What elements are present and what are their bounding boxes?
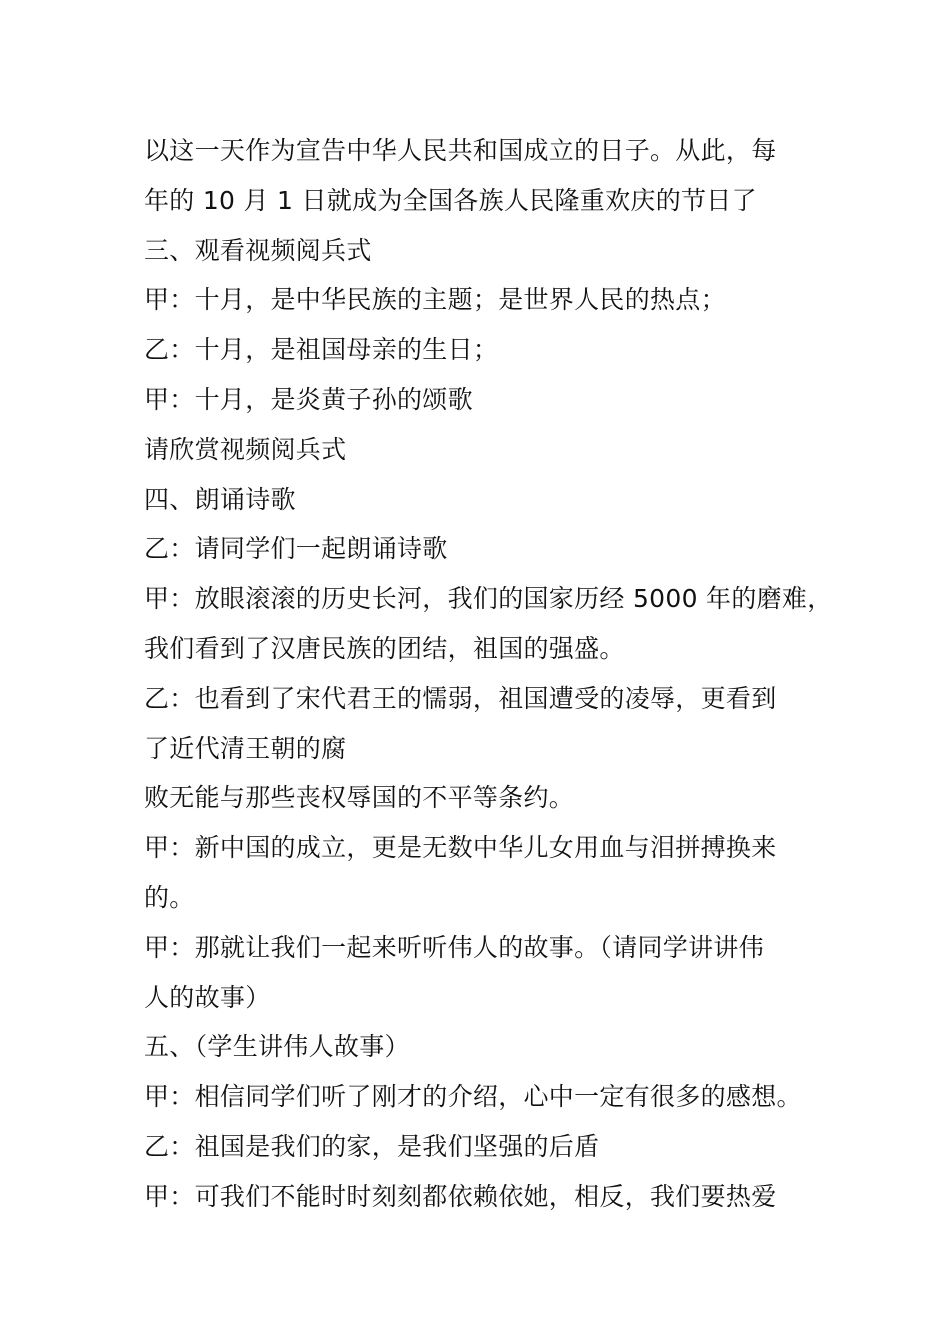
text-line: 甲：新中国的成立，更是无数中华儿女用血与泪拼搏换来 <box>144 833 777 863</box>
document-body <box>144 126 844 1222</box>
text-line: 年的 10 月 1 日就成为全国各族人民隆重欢庆的节日了 <box>144 185 757 215</box>
section-heading: 四、朗诵诗歌 <box>144 484 296 514</box>
text-line: 甲：放眼滚滚的历史长河，我们的国家历经 5000 年的磨难， <box>144 584 833 614</box>
text-line: 的。 <box>144 882 195 912</box>
text-line: 乙：十月，是祖国母亲的生日； <box>144 335 499 365</box>
text-line: 败无能与那些丧权辱国的不平等条约。 <box>144 783 575 813</box>
text-line: 我们看到了汉唐民族的团结，祖国的强盛。 <box>144 633 625 663</box>
section-heading: 五、（学生讲伟人故事） <box>144 1032 410 1062</box>
text-line: 乙：请同学们一起朗诵诗歌 <box>144 534 448 564</box>
text-line: 请欣赏视频阅兵式 <box>144 434 347 464</box>
text-line: 了近代清王朝的腐 <box>144 733 347 763</box>
text-line: 乙：祖国是我们的家，是我们坚强的后盾 <box>144 1131 600 1161</box>
section-heading: 三、观看视频阅兵式 <box>144 235 372 265</box>
text-line: 乙：也看到了宋代君王的懦弱，祖国遭受的凌辱，更看到 <box>144 683 777 713</box>
text-line: 甲：那就让我们一起来听听伟人的故事。（请同学讲讲伟 <box>144 932 765 962</box>
text-line: 甲：十月，是中华民族的主题；是世界人民的热点； <box>144 285 726 315</box>
text-line: 以这一天作为宣告中华人民共和国成立的日子。从此，每 <box>144 136 777 165</box>
text-line: 甲：十月，是炎黄子孙的颂歌 <box>144 384 473 414</box>
text-line: 甲：相信同学们听了刚才的介绍，心中一定有很多的感想。 <box>144 1082 802 1112</box>
text-line: 人的故事） <box>144 982 271 1012</box>
text-line: 甲：可我们不能时时刻刻都依赖依她，相反，我们要热爱 <box>144 1181 777 1211</box>
